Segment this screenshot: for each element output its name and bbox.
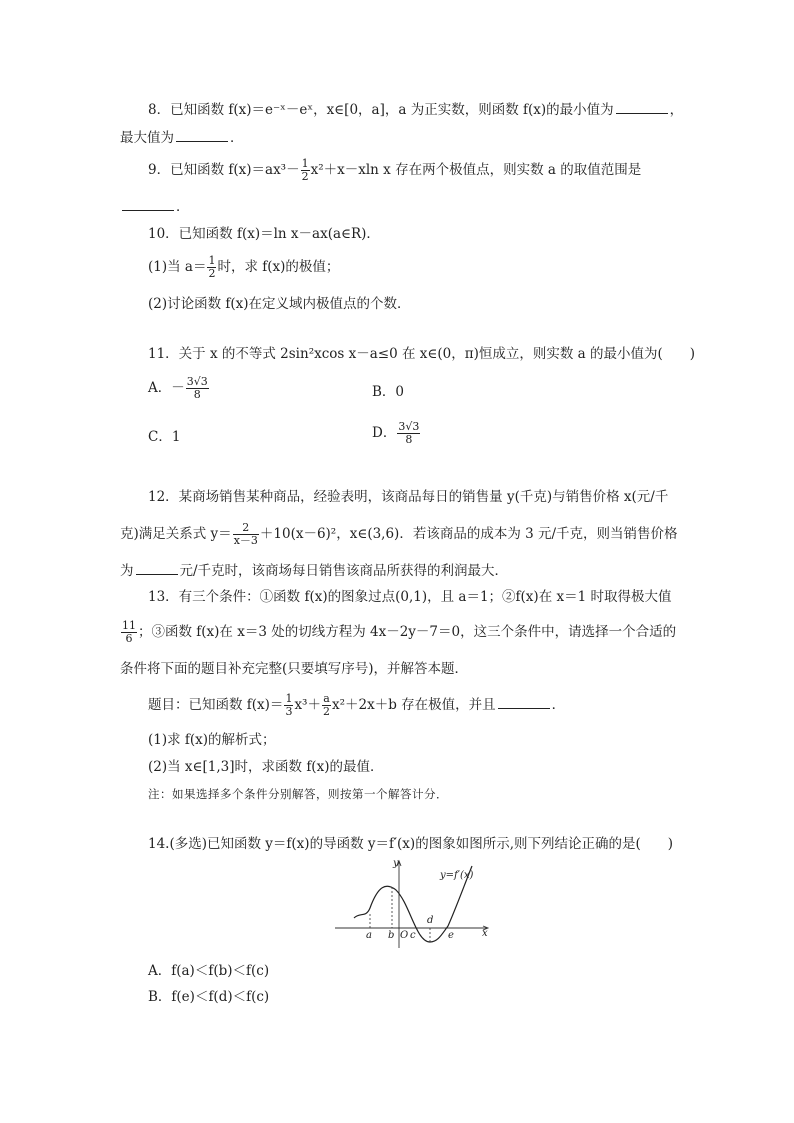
q14-option-b[interactable]: B．f(e)＜f(d)＜f(c) [148,989,270,1005]
q10-sub1-a: (1)当 a＝ [148,259,207,275]
q13-frac1: $\frac{1}{3}$ [285,692,293,718]
label-b: b [388,930,395,941]
q12-line1: 12．某商场销售某种商品，经验表明，该商品每日的销售量 y(千克)与销售价格 x(元/千 [148,489,669,505]
q9-fraction: $\frac{1}{2}$ [301,157,309,183]
q10-stem: 10．已知函数 f(x)＝ln x－ax(a∈R)． [148,226,380,242]
q12-fraction: $\frac{2}{x-3}$ [233,521,258,547]
q8-punct2: ． [230,130,244,146]
q12-line3 [120,560,508,580]
graph-label: y=f′(x) [440,870,474,881]
q12-blank[interactable] [136,560,178,575]
q9-line1 [148,158,641,183]
q8-blank-min[interactable] [616,99,668,114]
q12-line2 [120,522,678,547]
q14-option-a[interactable]: A．f(a)＜f(b)＜f(c) [148,963,270,979]
q13-topic-a: 题目：已知函数 f(x)＝ [148,697,284,713]
q11-option-a[interactable] [148,376,210,401]
q13-line3: 条件将下面的题目补充完整(只要填写序号)，并解答本题． [120,661,469,677]
q8-punct: ， [669,102,684,118]
q9-text1: 9．已知函数 f(x)＝ax³－ [148,162,300,178]
q8-text2: 最大值为 [120,130,174,146]
q9-text2: x²＋x－xln x 存在两个极值点，则实数 a 的取值范围是 [310,162,642,178]
label-y: y [393,858,399,869]
label-O: O [400,930,409,941]
q13-frac2: $\frac{a}{2}$ [322,692,330,718]
q13-fraction-11-6: $\frac{11}{6}$ [122,619,136,645]
label-x: x [482,928,488,939]
q10-fraction: $\frac{1}{2}$ [208,254,216,280]
q13-sub1: (1)求 f(x)的解析式； [148,732,276,748]
q8-line2 [120,127,244,147]
q13-topic-end: ． [551,697,566,713]
q12-line3-b: 元/千克时，该商场每日销售该商品所获得的利润最大． [179,563,509,579]
q10-sub2: (2)讨论函数 f(x)在定义域内极值点的个数． [148,296,411,312]
q8-blank-max[interactable] [176,127,228,142]
q13-line2-b: ；③函数 f(x)在 x＝3 处的切线方程为 4x－2y－7＝0，这三个条件中，请选择一个合适的 [138,624,677,640]
q13-topic-b: x³＋ [294,697,321,713]
q12-line3-a: 为 [120,563,134,579]
derivative-graph [330,856,495,951]
q11-opt-d-fraction: $\frac{3√3}{8}$ [398,420,420,446]
q11-option-b[interactable]: B．0 [372,384,405,400]
label-c: c [410,930,416,941]
q9-blank[interactable] [122,196,174,211]
q13-sub2: (2)当 x∈[1,3]时，求函数 f(x)的最值． [148,759,384,775]
q9-line2 [120,196,190,216]
q13-topic [148,693,565,718]
q13-line2 [120,620,676,645]
q11-stem: 11．关于 x 的不等式 2sin²xcos x－a≤0 在 x∈(0，π)恒成立，则实数 a 的最小值为( ) [148,346,696,362]
q11-option-c[interactable]: C．1 [148,429,181,445]
q13-line1: 13．有三个条件：①函数 f(x)的图象过点(0,1)，且 a＝1；②f(x)在 x＝1 时取得极大值 [148,589,672,605]
q8-text: 8．已知函数 f(x)＝e⁻ˣ－eˣ，x∈[0，a]，a 为正实数，则函数 f(x)的最小值为 [148,102,614,118]
q13-blank[interactable] [498,694,550,709]
q12-line2-b: ＋10(x－6)²，x∈(3,6)．若该商品的成本为 3 元/千克，则当销售价格 [259,526,678,542]
label-e: e [448,930,454,941]
q10-sub1 [148,255,339,280]
label-d: d [427,915,434,926]
q8-line1 [148,99,683,119]
q11-opt-a-label: A．－ [148,380,185,396]
q11-opt-a-fraction: $\frac{3√3}{8}$ [186,375,208,401]
q9-punct: ． [176,199,190,215]
q12-line2-a: 克)满足关系式 y＝ [120,526,232,542]
q11-option-d[interactable] [372,421,421,446]
q10-sub1-b: 时，求 f(x)的极值； [217,259,340,275]
q13-topic-c: x²＋2x＋b 存在极值，并且 [331,697,496,713]
label-a: a [366,930,372,941]
q11-opt-d-label: D． [372,425,397,441]
q13-note: 注：如果选择多个条件分别解答，则按第一个解答计分． [148,787,448,801]
q14-stem: 14.(多选)已知函数 y＝f(x)的导函数 y＝f′(x)的图象如图所示,则下列结论正确的是( ) [148,836,674,852]
